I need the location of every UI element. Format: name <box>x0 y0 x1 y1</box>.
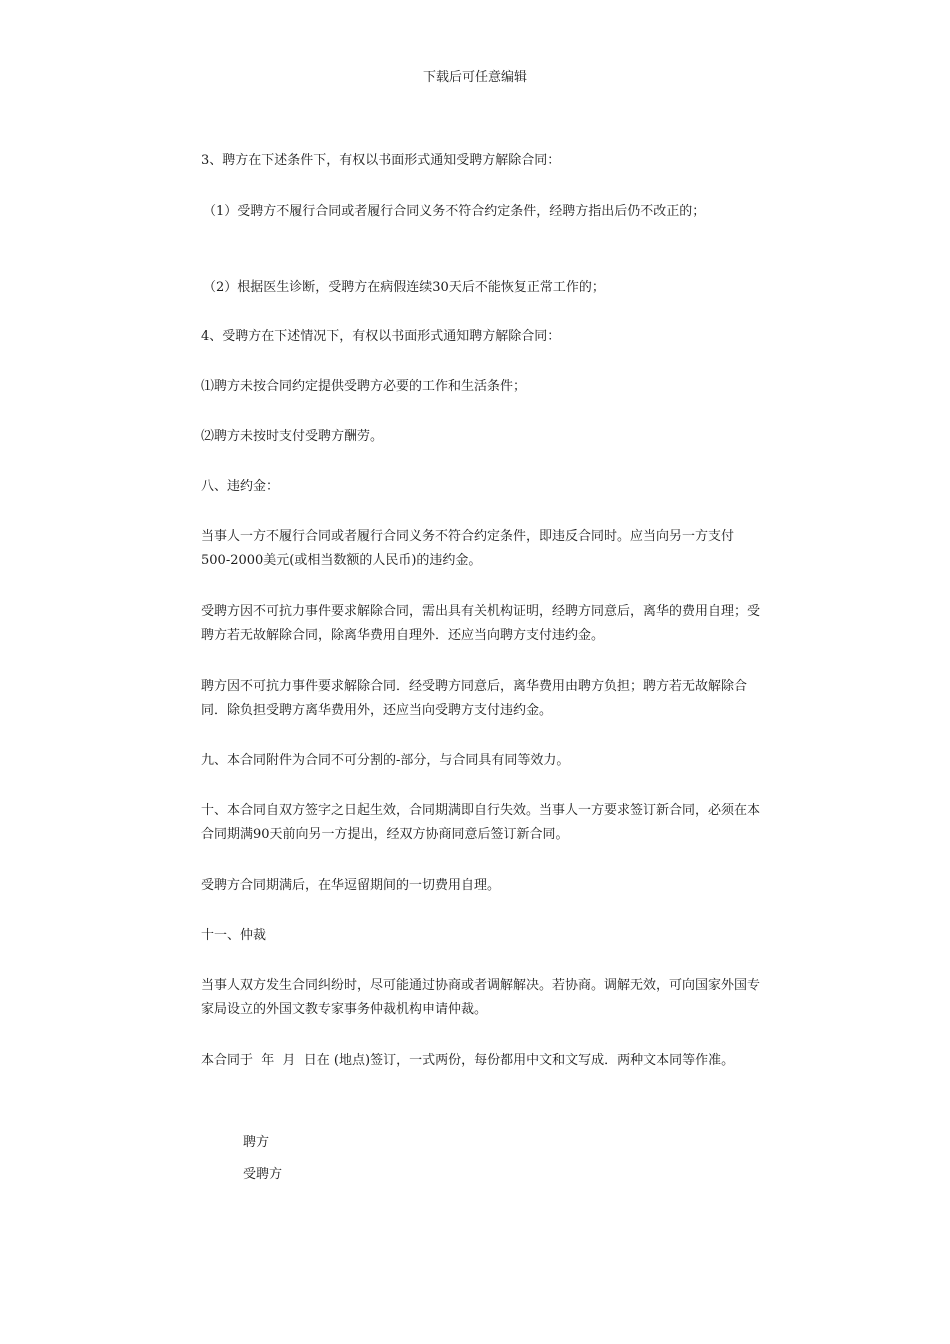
employee-signature-label: 受聘方 <box>243 1167 283 1182</box>
employer-signature-label: 聘方 <box>243 1135 270 1150</box>
section-10-para-2: 受聘方合同期满后，在华逗留期间的一切费用自理。 <box>201 878 501 893</box>
clause-3: 3、聘方在下述条件下，有权以书面形式通知受聘方解除合同： <box>201 153 561 168</box>
section-8-para-2: 受聘方因不可抗力事件要求解除合同，需出具有关机构证明，经聘方同意后，离华的费用自理；受聘方若无故解除合同，除离华费用自理外．还应当向聘方支付违约金。 <box>201 604 761 643</box>
section-10: 十、本合同自双方签字之日起生效，合同期满即自行失效。当事人一方要求签订新合同，必须在本合同期满90天前向另一方提出，经双方协商同意后签订新合同。 <box>201 803 761 842</box>
section-11-para: 当事人双方发生合同纠纷时，尽可能通过协商或者调解解决。若协商。调解无效，可向国家外国专家局设立的外国文教专家事务仲裁机构申请仲裁。 <box>201 978 761 1017</box>
clause-4: 4、受聘方在下述情况下，有权以书面形式通知聘方解除合同： <box>201 329 561 344</box>
section-8-heading: 八、违约金： <box>201 479 280 494</box>
clause-4-item-1: ⑴聘方未按合同约定提供受聘方必要的工作和生活条件； <box>201 379 527 394</box>
clause-3-item-2: （2）根据医生诊断，受聘方在病假连续30天后不能恢复正常工作的； <box>203 280 605 295</box>
section-9: 九、本合同附件为合同不可分割的-部分，与合同具有同等效力。 <box>201 753 570 768</box>
section-8-para-1: 当事人一方不履行合同或者履行合同义务不符合约定条件，即违反合同时。应当向另一方支付500-2000美元(或相当数额的人民币)的违约金。 <box>201 529 735 568</box>
clause-3-item-1: （1）受聘方不履行合同或者履行合同义务不符合约定条件，经聘方指出后仍不改正的； <box>203 204 706 219</box>
signing-statement: 本合同于 年 月 日在 (地点)签订，一式两份，每份都用中文和文写成．两种文本同等作准。 <box>201 1053 735 1068</box>
section-8-para-3: 聘方因不可抗力事件要求解除合同．经受聘方同意后，离华费用由聘方负担；聘方若无故解除合同．除负担受聘方离华费用外，还应当向受聘方支付违约金。 <box>201 679 748 718</box>
section-11-heading: 十一、仲裁 <box>201 928 267 943</box>
clause-4-item-2: ⑵聘方未按时支付受聘方酬劳。 <box>201 429 384 444</box>
page-header: 下载后可任意编辑 <box>422 70 527 85</box>
